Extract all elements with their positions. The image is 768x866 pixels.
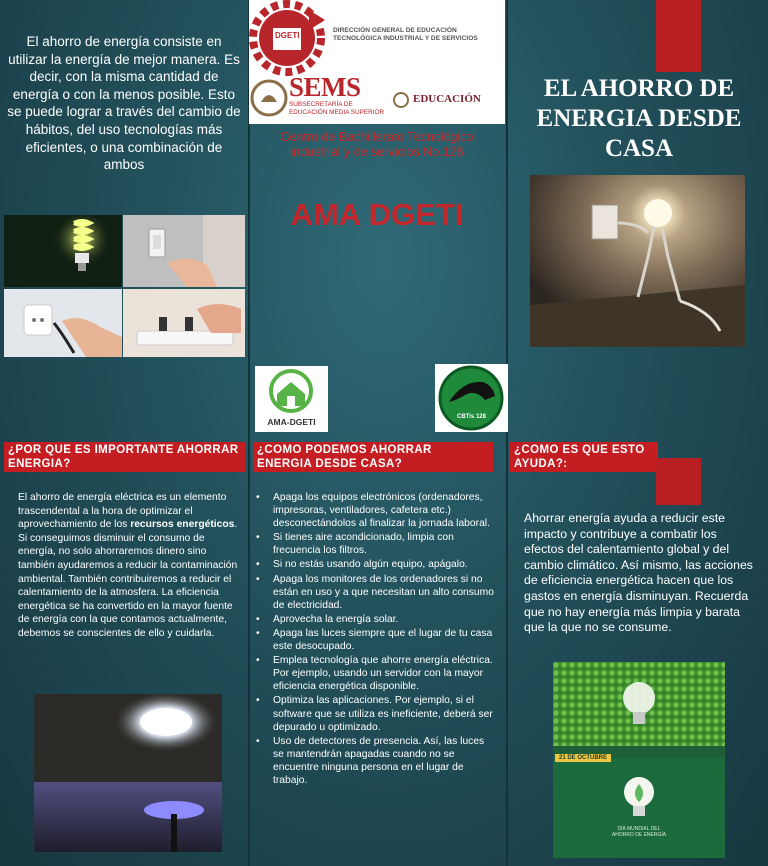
list-item: • Emplea tecnología que ahorre energía eléctrica. Por ejemplo, usando un servidor con la mayor eficiencia energética disponible. xyxy=(256,654,496,693)
column-divider-right xyxy=(506,0,508,866)
panther-emblem-icon xyxy=(435,364,508,432)
section-heading-help: ¿COMO ES QUE ESTO AYUDA?: xyxy=(510,442,658,472)
photo-light-switch xyxy=(123,215,245,287)
list-item: • Si tienes aire acondicionado, limpia con frecuencia los filtros. xyxy=(256,531,496,557)
tips-list xyxy=(256,491,496,788)
list-item: • Aprovecha la energía solar. xyxy=(256,613,496,626)
cbtis-logo xyxy=(435,364,508,432)
ama-dgeti-logo xyxy=(255,366,328,432)
cbtis-logo-label: CBTis 128 xyxy=(457,414,486,420)
seal-icon xyxy=(393,92,409,108)
decorative-red-bar-bottom xyxy=(656,458,701,505)
photo-cfl-bulb xyxy=(4,215,122,287)
intro-paragraph: El ahorro de energía consiste en utilizar la energía de mejor manera. Es decir, con la misma cantidad de energía o con la menos posible. Esto se puede lograr a través del cambio de hábitos, del uso tecnologías más eficientes, o una combinación de ambos xyxy=(7,34,241,173)
list-item: • Uso de detectores de presencia. Así, las luces se mantendrán apagadas cuando no se encuentre ninguna persona en el lugar de trabajo. xyxy=(256,735,496,787)
school-name: Centro de Bachillerato Tecnológico industrial y de servicios No.128 xyxy=(280,130,474,159)
dgeti-abbrev: DGETI xyxy=(275,31,300,40)
photo-ceiling-lamp xyxy=(34,694,222,852)
section-heading-why: ¿POR QUE ES IMPORTANTE AHORRAR ENERGIA? xyxy=(4,442,245,472)
section-heading-how: ¿COMO PODEMOS AHORRAR ENERGIA DESDE CASA? xyxy=(253,442,493,472)
dgeti-name: DIRECCIÓN GENERAL DE EDUCACIÓN TECNOLÓGICA INDUSTRIAL Y DE SERVICIOS xyxy=(333,27,478,42)
list-item: • Apaga los monitores de los ordenadores si no están en uso y a que necesitan un alto consumo de electricidad. xyxy=(256,573,496,612)
column-divider-left xyxy=(248,0,250,866)
poster-date: 21 DE OCTUBRE xyxy=(555,754,611,762)
mexico-shield-icon xyxy=(249,76,289,120)
list-item: • Apaga las luces siempre que el lugar de tu casa este desocupado. xyxy=(256,627,496,653)
decorative-red-bar-top xyxy=(656,0,701,72)
why-paragraph: El ahorro de energía eléctrica es un elemento trascendental a la hora de optimizar el aprovechamiento de los recursos energéticos. Si conseguimos disminuir el consumo de energía, no solo ahorraremos dinero sino también ayudaremos a reducir la contaminación ambiental. También contribuiremos a reducir el calentamiento de la atmosfera. La eficiencia energética se ha convertido en la mayor fuente de energía con la que contamos actualmente, debemos se conscientes de ello y cuidarla. xyxy=(18,492,238,639)
energy-saving-day-poster xyxy=(553,662,725,858)
leaf-bulb-icon xyxy=(619,774,659,822)
poster-date-banner xyxy=(553,746,725,761)
ama-dgeti-logo-label: AMA-DGETI xyxy=(267,417,316,427)
photo-bulb-plugging xyxy=(530,175,745,347)
sems-logo-text: SEMS xyxy=(289,72,361,102)
poster-caption: DÍA MUNDIAL DEL AHORRO DE ENERGÍA xyxy=(611,826,667,838)
educacion-logo-text: EDUCACIÓN xyxy=(413,93,481,105)
list-item: • Optimiza las aplicaciones. Por ejemplo, si el software que se utiliza es ineficiente, deberá ser depurado u optimizado. xyxy=(256,694,496,733)
photo-unplug xyxy=(4,289,122,357)
grass-bulb-image xyxy=(553,662,725,746)
main-title: EL AHORRO DE ENERGIA DESDE CASA xyxy=(536,75,742,162)
list-item: • Si no estás usando algún equipo, apágalo. xyxy=(256,558,496,571)
list-item: • Apaga los equipos electrónicos (ordenadores, impresoras, ventiladores, cafetera etc.) desconectándolos al finalizar la jornada laboral. xyxy=(256,491,496,530)
institutional-logos xyxy=(249,0,505,124)
photo-power-strip xyxy=(123,289,245,357)
house-leaf-icon xyxy=(255,366,328,416)
help-paragraph: Ahorrar energía ayuda a reducir este impacto y contribuye a combatir los efectos del calentamiento global y del cambio climático. Así mismo, las acciones de eficiencia energética hacen que los gastos en energía disminuyan. Recuerda que no hay energía más limpia y barata que la que no se consume. xyxy=(524,511,753,635)
ama-dgeti-title: AMA DGETI xyxy=(290,197,464,232)
sems-subtitle: SUBSECRETARÍA DE EDUCACIÓN MEDIA SUPERIOR xyxy=(289,101,385,116)
